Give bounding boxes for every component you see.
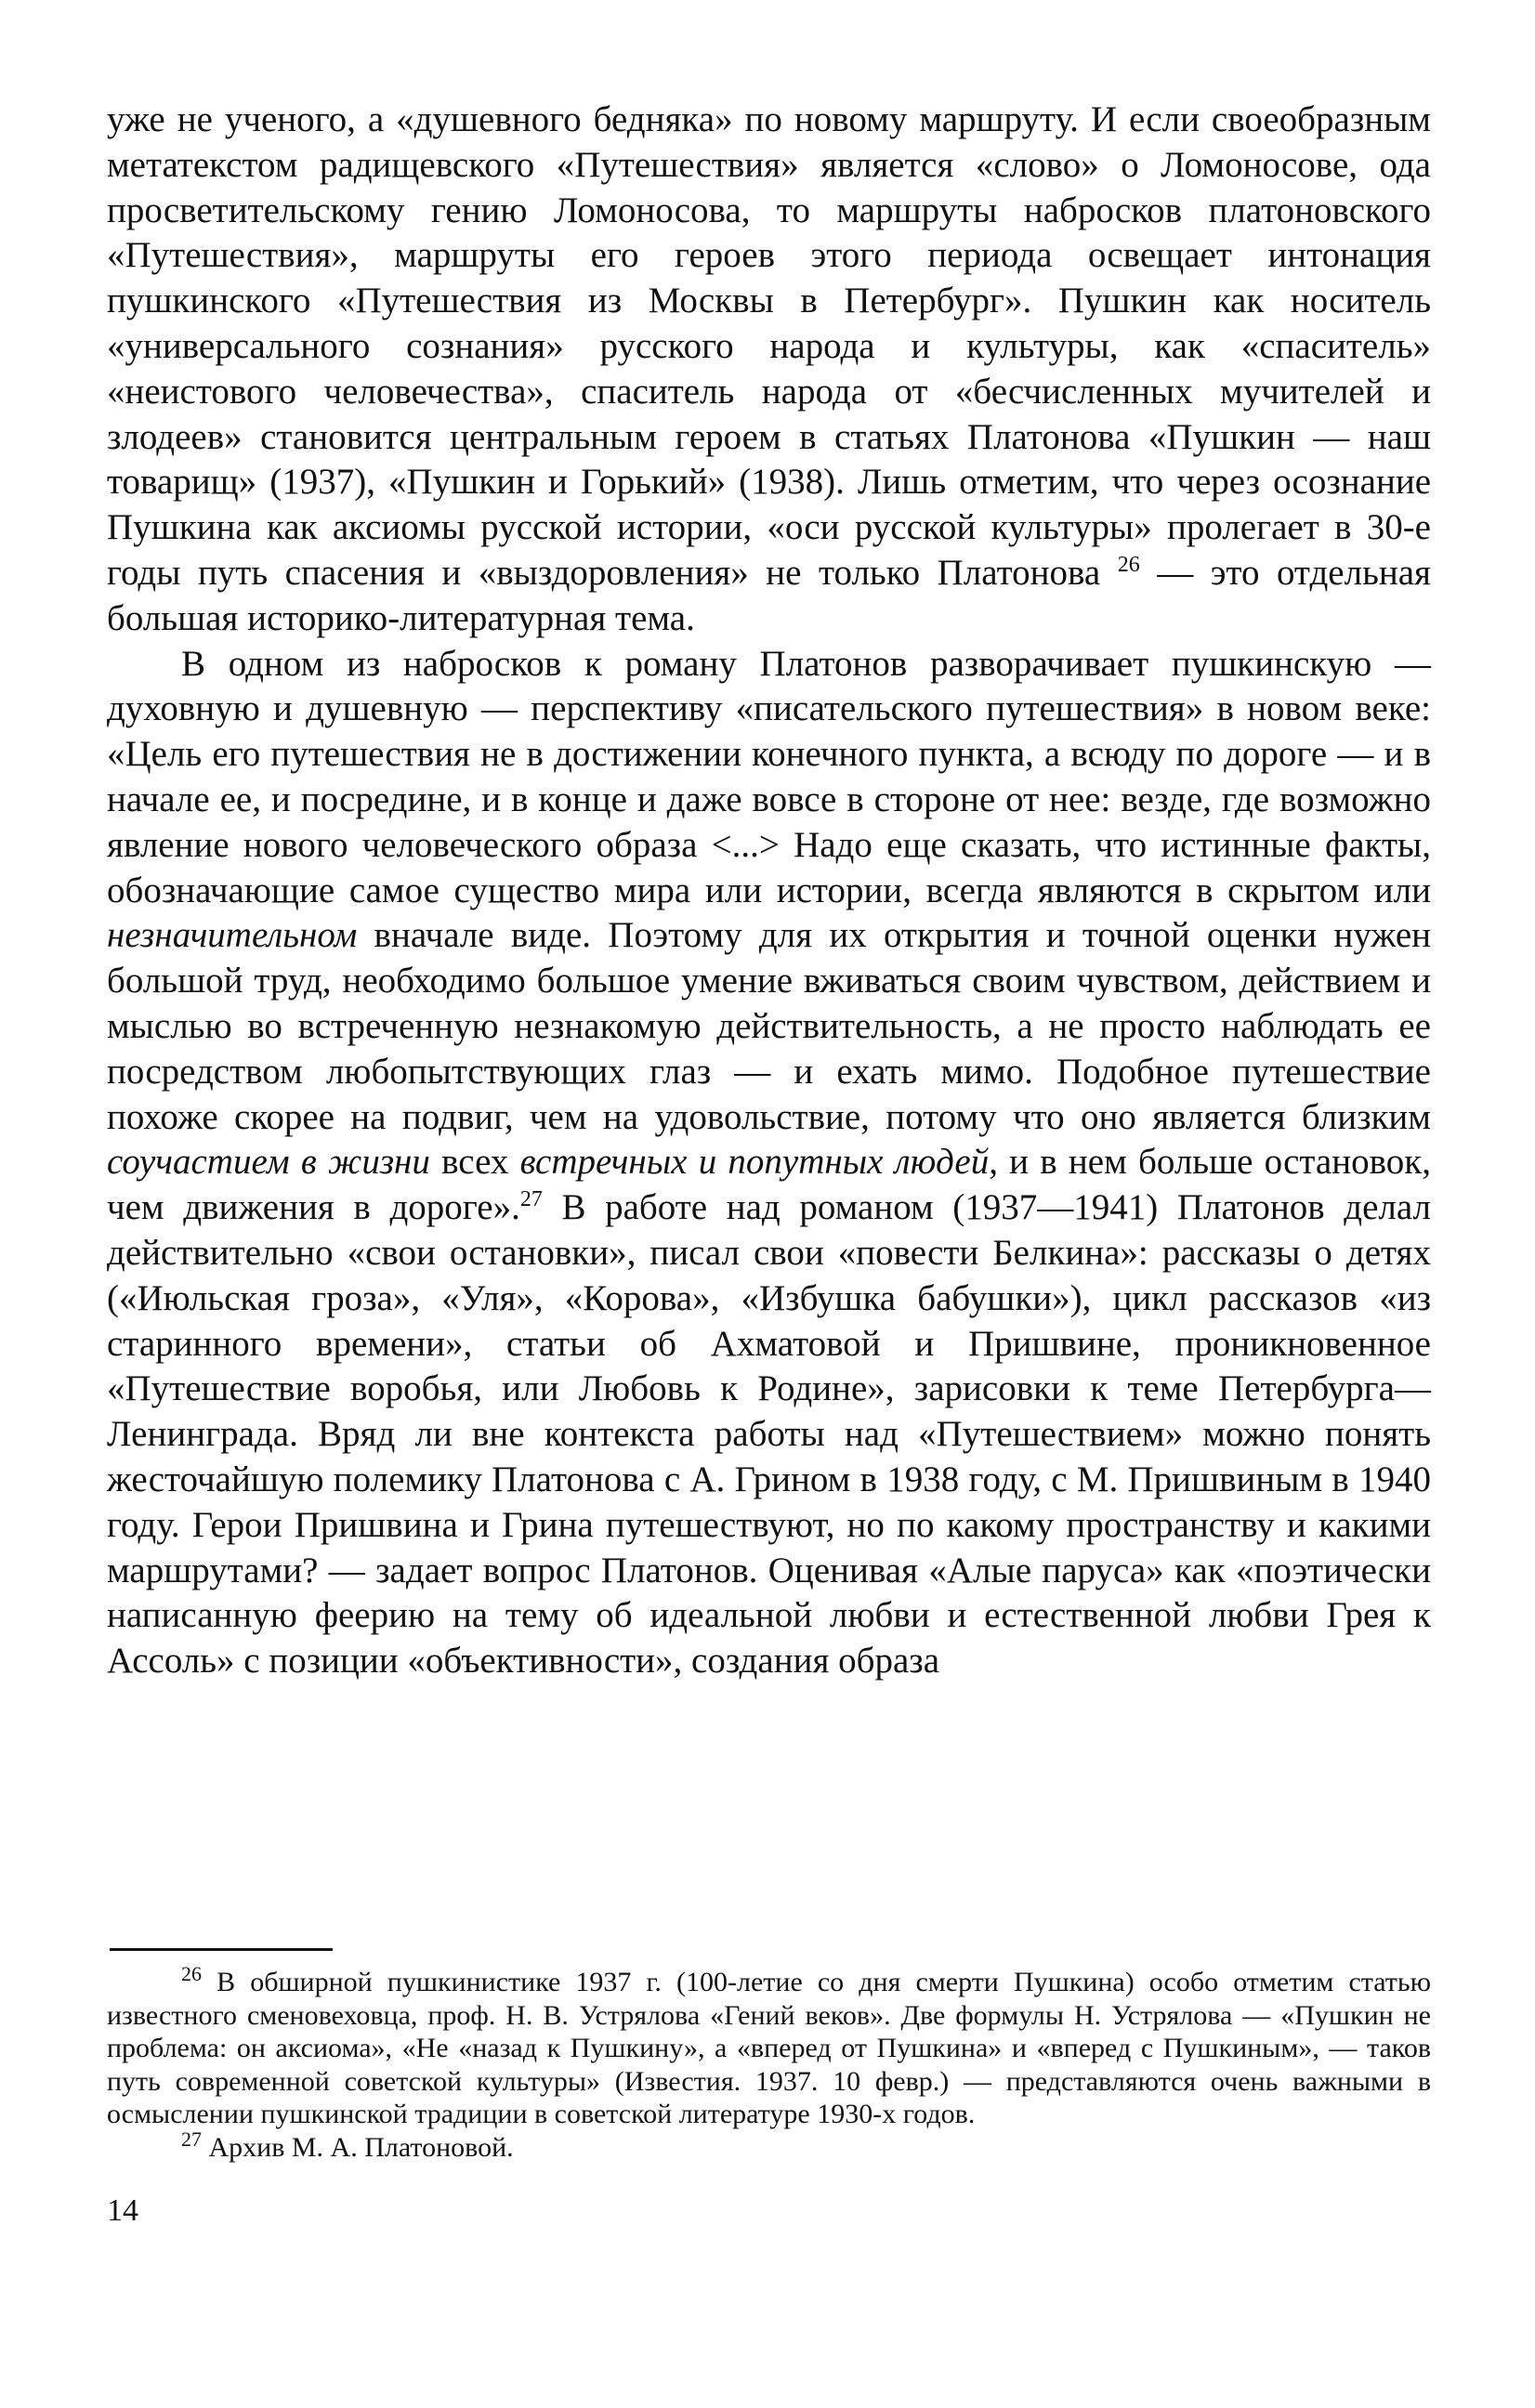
footnote-ref-26: 26: [1117, 552, 1140, 577]
footnotes: [107, 1962, 1431, 2164]
footnote-number: 27: [181, 2127, 202, 2151]
paragraph-1: [107, 98, 1431, 642]
paragraph-2: [107, 642, 1431, 1684]
footnote-number: 26: [181, 1962, 202, 1985]
page-number: 14: [107, 2193, 138, 2228]
footnote-item: [107, 2127, 1431, 2165]
paragraph-2-text-d: , и в нем больше остановок, чем движения в дороге».: [107, 1142, 1431, 1228]
paragraph-1-text-a: уже не ученого, а «душевного бедняка» по новому маршруту. И если своеобразным метатекстом радищевского «Путешествия» является «слово» о Ломоносове, ода просветительскому гению Ломоносова, то маршруты набросков платоновского «Путешествия», маршруты его героев этого периода освещает интонация пушкинского «Путешествия из Москвы в Петербург». Пушкин как носитель «универсального сознания» русского народа и культуры, как «спаситель» «неистового человечества», спаситель народа от «бесчисленных мучителей и злодеев» становится центральным героем в статьях Платонова «Пушкин — наш товарищ» (1937), «Пушкин и Горький» (1938). Лишь отметим, что через осознание Пушкина как аксиомы русской истории, «оси русской культуры» пролегает в 30-е годы путь спасения и «выздоровления» не только Платонова: [107, 99, 1431, 593]
paragraph-2-text-b: вначале виде. Поэтому для их открытия и точной оценки нужен большой труд, необходимо большое умение вживаться своим чувством, действием и мыслью во встреченную незнакомую действительность, а не просто наблюдать ее посредством любопытствующих глаз — и ехать мимо. Подобное путешествие похоже скорее на подвиг, чем на удовольствие, потому что оно является близким: [107, 915, 1431, 1137]
footnote-text: В обширной пушкинистике 1937 г. (100-летие со дня смерти Пушкина) особо отметим статью известного сменовеховца, проф. Н. В. Устрялова «Гений веков». Две формулы Н. Устрялова — «Пушкин не проблема: он аксиома», «Не «назад к Пушкину», а «вперед от Пушкина» и «вперед с Пушкиным», — таков путь современной советской культуры» (Известия. 1937. 10 февр.) — представляются очень важными в осмыслении пушкинской традиции в советской литературе 1930-х годов.: [107, 1967, 1431, 2129]
footnote-divider: [110, 1948, 333, 1951]
footnote-text: Архив М. А. Платоновой.: [202, 2131, 514, 2163]
italic-emphasis: встречных и попутных людей: [519, 1142, 990, 1183]
footnote-item: [107, 1962, 1431, 2131]
italic-emphasis: незначительном: [107, 915, 358, 956]
paragraph-2-text-c: всех: [429, 1142, 520, 1183]
paragraph-2-text-e: В работе над романом (1937—1941) Платонов делал действительно «свои остановки», писал свои «повести Белкина»: рассказы о детях («Июльская гроза», «Уля», «Корова», «Избушка бабушки»), цикл рассказов «из старинного времени», статьи об Ахматовой и Пришвине, проникновенное «Путешествие воробья, или Любовь к Родине», зарисовки к теме Петербурга—Ленинграда. Вряд ли вне контекста работы над «Путешествием» можно понять жесточайшую полемику Платонова с А. Грином в 1938 году, с М. Пришвиным в 1940 году. Герои Пришвина и Грина путешествуют, но по какому пространству и какими маршрутами? — задает вопрос Платонов. Оценивая «Алые паруса» как «поэтически написанную феерию на тему об идеальной любви и естественной любви Грея к Ассоль» с позиции «объективности», создания образа: [107, 1187, 1431, 1682]
footnote-ref-27: 27: [519, 1187, 543, 1212]
paragraph-1-text-b: — это отдельная большая историко-литературная тема.: [107, 552, 1431, 638]
italic-emphasis: соучастием в жизни: [107, 1142, 430, 1183]
main-text: [107, 98, 1431, 1684]
paragraph-2-text-a: В одном из набросков к роману Платонов разворачивает пушкинскую — духовную и душевную — перспективу «писательского путешествия» в новом веке: «Цель его путешествия не в достижении конечного пункта, а всюду по дороге — и в начале ее, и посредине, и в конце и даже вовсе в стороне от нее: везде, где возможно явление нового человеческого образа <...> Надо еще сказать, что истинные факты, обозначающие самое существо мира или истории, всегда являются в скрытом или: [107, 643, 1431, 910]
